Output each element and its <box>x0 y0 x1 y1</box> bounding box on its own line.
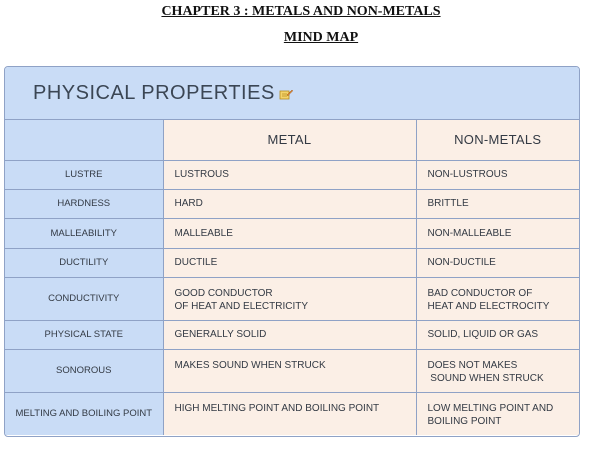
nonmetal-value: NON-LUSTROUS <box>416 160 579 189</box>
edit-note-icon <box>279 87 293 99</box>
nonmetal-value-line: SOUND WHEN STRUCK <box>427 372 544 384</box>
property-label: LUSTRE <box>5 160 163 189</box>
property-label: MELTING AND BOILING POINT <box>5 392 163 435</box>
nonmetal-value-line: DOES NOT MAKES <box>427 359 518 371</box>
table-row <box>5 277 579 320</box>
property-label: HARDNESS <box>5 189 163 218</box>
metal-value: GENERALLY SOLID <box>163 320 416 349</box>
nonmetal-value <box>416 392 579 435</box>
metal-value: LUSTROUS <box>163 160 416 189</box>
table-row <box>5 218 579 248</box>
metal-value-line: OF HEAT AND ELECTRICITY <box>174 300 309 312</box>
column-header-metal: METAL <box>163 120 416 160</box>
metal-value: MALLEABLE <box>163 218 416 248</box>
card-title: PHYSICAL PROPERTIES <box>33 81 275 104</box>
card-header <box>5 67 579 120</box>
nonmetal-value-line: BOILING POINT <box>427 415 502 427</box>
nonmetal-value-line: LOW MELTING POINT AND <box>427 402 554 414</box>
physical-properties-card <box>4 66 580 437</box>
property-label: SONOROUS <box>5 349 163 392</box>
metal-value: MAKES SOUND WHEN STRUCK <box>163 349 416 392</box>
chapter-heading: CHAPTER 3 : METALS AND NON-METALS <box>161 4 441 19</box>
metal-value <box>163 277 416 320</box>
nonmetal-value <box>416 277 579 320</box>
mind-map-subheading: MIND MAP <box>283 30 359 45</box>
property-label: MALLEABILITY <box>5 218 163 248</box>
nonmetal-value: BRITTLE <box>416 189 579 218</box>
nonmetal-value-line: BAD CONDUCTOR OF <box>427 287 533 299</box>
metal-value: HIGH MELTING POINT AND BOILING POINT <box>163 392 416 435</box>
header-blank-cell <box>5 120 163 160</box>
table-header-row <box>5 120 579 160</box>
property-label: PHYSICAL STATE <box>5 320 163 349</box>
table-row <box>5 160 579 189</box>
property-label: DUCTILITY <box>5 248 163 277</box>
table-row <box>5 349 579 392</box>
property-label: CONDUCTIVITY <box>5 277 163 320</box>
nonmetal-value: SOLID, LIQUID OR GAS <box>416 320 579 349</box>
metal-value-line: GOOD CONDUCTOR <box>174 287 273 299</box>
properties-table <box>5 120 579 435</box>
nonmetal-value: NON-DUCTILE <box>416 248 579 277</box>
nonmetal-value-line: HEAT AND ELECTROCITY <box>427 300 550 312</box>
metal-value: DUCTILE <box>163 248 416 277</box>
column-header-nonmetals: NON-METALS <box>416 120 579 160</box>
nonmetal-value <box>416 349 579 392</box>
table-row <box>5 320 579 349</box>
table-row <box>5 392 579 435</box>
metal-value: HARD <box>163 189 416 218</box>
table-row <box>5 248 579 277</box>
nonmetal-value: NON-MALLEABLE <box>416 218 579 248</box>
table-row <box>5 189 579 218</box>
